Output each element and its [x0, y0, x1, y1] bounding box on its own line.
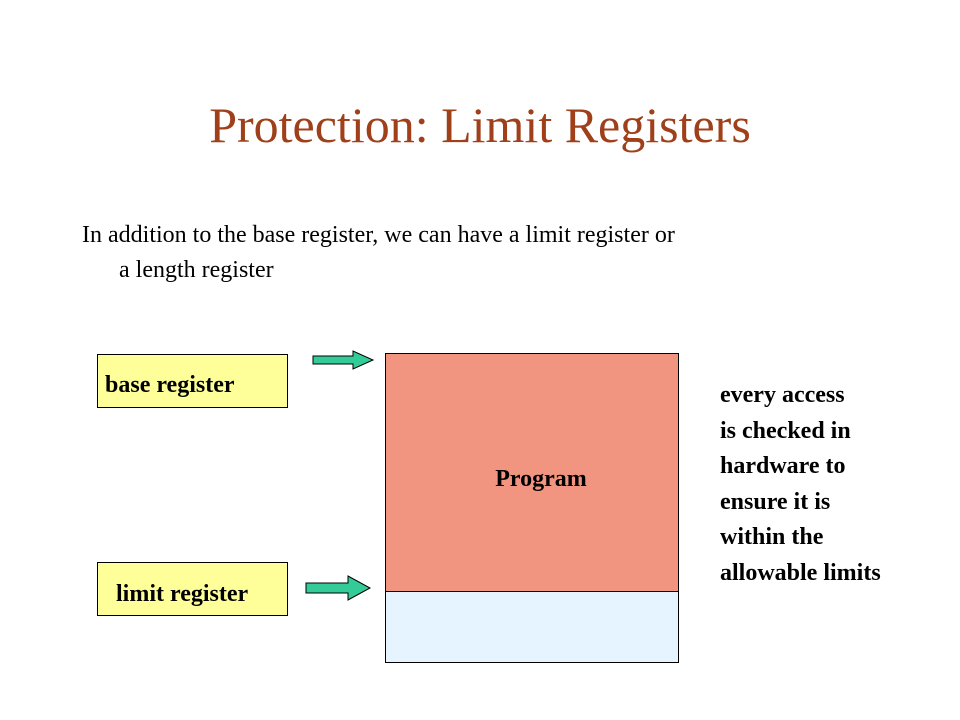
- limit-register-arrow: [304, 574, 372, 602]
- body-text-line-2: a length register: [119, 257, 274, 283]
- body-text: [82, 218, 902, 288]
- note-line: is checked in: [720, 417, 851, 444]
- note-line: within the: [720, 524, 824, 550]
- slide-title: Protection: Limit Registers: [209, 97, 751, 153]
- memory-block: [385, 353, 679, 663]
- base-register-box: base register: [97, 354, 288, 408]
- note-line: ensure it is: [720, 488, 831, 515]
- body-text-line-1: In addition to the base register, we can have a limit register or: [82, 222, 675, 248]
- note-line: every access: [720, 382, 845, 408]
- base-register-arrow: [311, 348, 375, 374]
- access-check-note: [720, 378, 950, 591]
- program-label: Program: [495, 466, 587, 492]
- note-line: hardware to: [720, 453, 846, 479]
- note-line: allowable limits: [720, 559, 881, 586]
- limit-register-box: limit register: [97, 562, 288, 616]
